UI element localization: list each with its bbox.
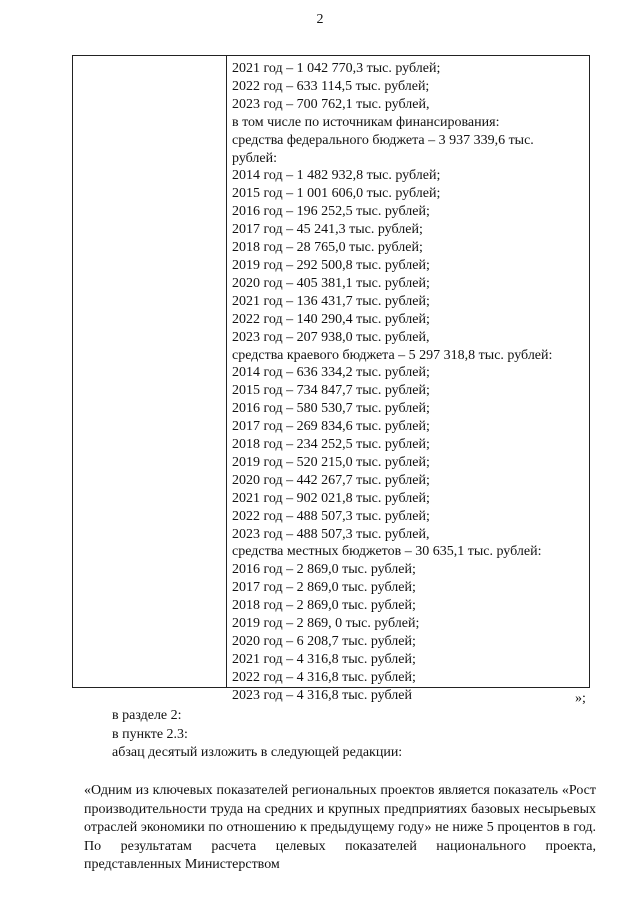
table-line: 2020 год – 442 267,7 тыс. рублей; [232, 472, 430, 488]
table-line: средства местных бюджетов – 30 635,1 тыс. рублей: [232, 544, 542, 560]
table-line: 2023 год – 488 507,3 тыс. рублей, [232, 526, 430, 542]
table-line: 2016 год – 196 252,5 тыс. рублей; [232, 204, 430, 220]
table-line: 2023 год – 700 762,1 тыс. рублей, [232, 96, 430, 112]
table-line: 2022 год – 633 114,5 тыс. рублей; [232, 78, 430, 94]
table-line: 2016 год – 580 530,7 тыс. рублей; [232, 401, 430, 417]
table-line: 2022 год – 140 290,4 тыс. рублей; [232, 311, 430, 327]
section-reference: в разделе 2: [112, 708, 182, 723]
table-line: 2019 год – 2 869, 0 тыс. рублей; [232, 616, 420, 632]
table-line: рублей: [232, 150, 277, 166]
table-line: 2014 год – 1 482 932,8 тыс. рублей; [232, 168, 441, 184]
table-line: средства краевого бюджета – 5 297 318,8 тыс. рублей: [232, 347, 553, 363]
table-line: 2021 год – 136 431,7 тыс. рублей; [232, 293, 430, 309]
table-line: 2017 год – 2 869,0 тыс. рублей; [232, 580, 416, 596]
table-line: 2023 год – 4 316,8 тыс. рублей [232, 687, 412, 703]
table-line: 2018 год – 234 252,5 тыс. рублей; [232, 437, 430, 453]
table-line: 2018 год – 2 869,0 тыс. рублей; [232, 598, 416, 614]
quoted-paragraph: «Одним из ключевых показателей региональных проектов является показатель «Рост производительности труда на средних и крупных предприятиях базовых несырьевых отраслей экономики по отношению к предыдущему году» не ниже 5 процентов в год. По результатам расчета целевых показателей национального проекта, представленных Министерством [84, 783, 596, 872]
table-line: 2023 год – 207 938,0 тыс. рублей, [232, 329, 430, 345]
table-line: 2018 год – 28 765,0 тыс. рублей; [232, 240, 423, 256]
table-line: 2019 год – 520 215,0 тыс. рублей; [232, 454, 430, 470]
financing-lines [232, 60, 586, 705]
table-column-divider [226, 55, 227, 688]
table-line: 2015 год – 734 847,7 тыс. рублей; [232, 383, 430, 399]
table-line: 2022 год – 4 316,8 тыс. рублей; [232, 669, 416, 685]
table-line: 2021 год – 902 021,8 тыс. рублей; [232, 490, 430, 506]
table-line: 2020 год – 405 381,1 тыс. рублей; [232, 275, 430, 291]
point-reference: в пункте 2.3: [112, 727, 188, 742]
table-line: 2022 год – 488 507,3 тыс. рублей; [232, 508, 430, 524]
table-line: 2021 год – 1 042 770,3 тыс. рублей; [232, 61, 441, 76]
page-number: 2 [316, 12, 324, 27]
table-line: 2020 год – 6 208,7 тыс. рублей; [232, 634, 416, 649]
table-line: 2021 год – 4 316,8 тыс. рублей; [232, 651, 416, 667]
amendment-instruction: абзац десятый изложить в следующей редакции: [112, 745, 403, 760]
table-line: 2017 год – 269 834,6 тыс. рублей; [232, 419, 430, 435]
table-line: 2014 год – 636 334,2 тыс. рублей; [232, 365, 430, 381]
table-line: средства федерального бюджета – 3 937 339,6 тыс. [232, 132, 534, 148]
table-line: 2019 год – 292 500,8 тыс. рублей; [232, 257, 430, 273]
table-line: 2015 год – 1 001 606,0 тыс. рублей; [232, 186, 441, 202]
table-line: 2016 год – 2 869,0 тыс. рублей; [232, 562, 416, 578]
table-line: в том числе по источникам финансирования: [232, 114, 500, 130]
table-line: 2017 год – 45 241,3 тыс. рублей; [232, 222, 423, 238]
closing-quote: »; [575, 691, 586, 706]
